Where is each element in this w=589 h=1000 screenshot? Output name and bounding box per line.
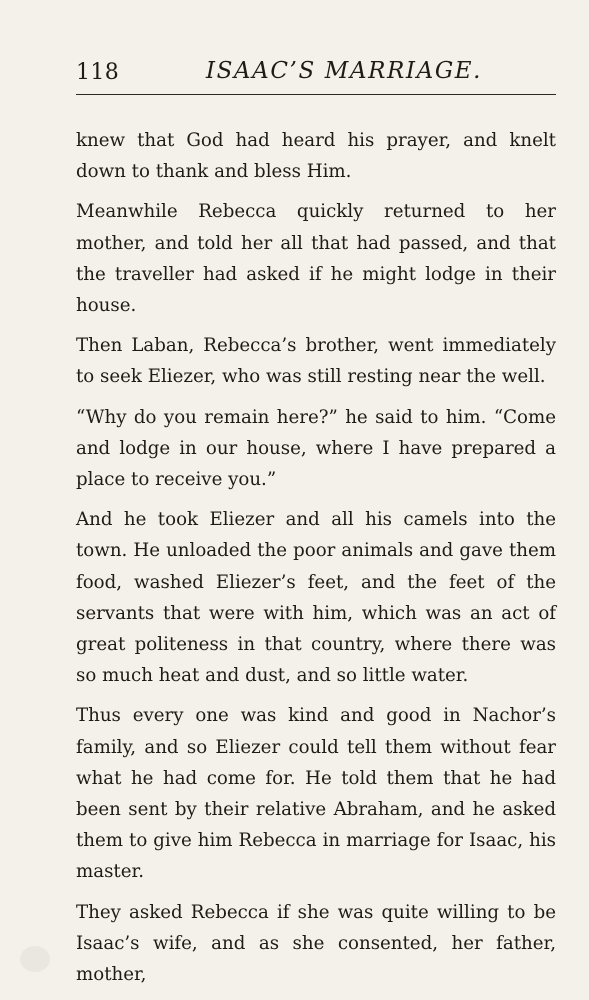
paragraph-2: Meanwhile Rebecca quickly returned to her mother, and told her all that had passed, and that the traveller had asked if he might lodge in their house.: [76, 201, 556, 317]
running-head: [76, 58, 556, 95]
paragraph-4: “Why do you remain here?” he said to him. “Come and lodge in our house, where I have prepared a place to receive you.”: [76, 406, 556, 491]
paragraph-6: Thus every one was kind and good in Nachor’s family, and so Eliezer could tell them without fear what he had come for. He told them that he had been sent by their relative Abraham, and he asked them to give him Rebecca in marriage for Isaac, his master.: [76, 705, 556, 883]
paragraph-3: Then Laban, Rebecca’s brother, went immediately to seek Eliezer, who was still resting near the well.: [76, 335, 556, 388]
book-page: [76, 58, 556, 986]
page-blemish: [20, 946, 50, 972]
paragraph-1: knew that God had heard his prayer, and knelt down to thank and bless Him.: [76, 130, 556, 183]
chapter-title: ISAAC’S MARRIAGE.: [205, 58, 483, 84]
body-text: [76, 125, 556, 990]
paragraph-5: And he took Eliezer and all his camels into the town. He unloaded the poor animals and gave them food, washed Eliezer’s feet, and the feet of the servants that were with him, which was an act of great politeness in that country, where there was so much heat and dust, and so little water.: [76, 509, 556, 687]
paragraph-7: They asked Rebecca if she was quite willing to be Isaac’s wife, and as she consented, her father, mother,: [76, 901, 556, 986]
page-number: 118: [76, 60, 120, 85]
